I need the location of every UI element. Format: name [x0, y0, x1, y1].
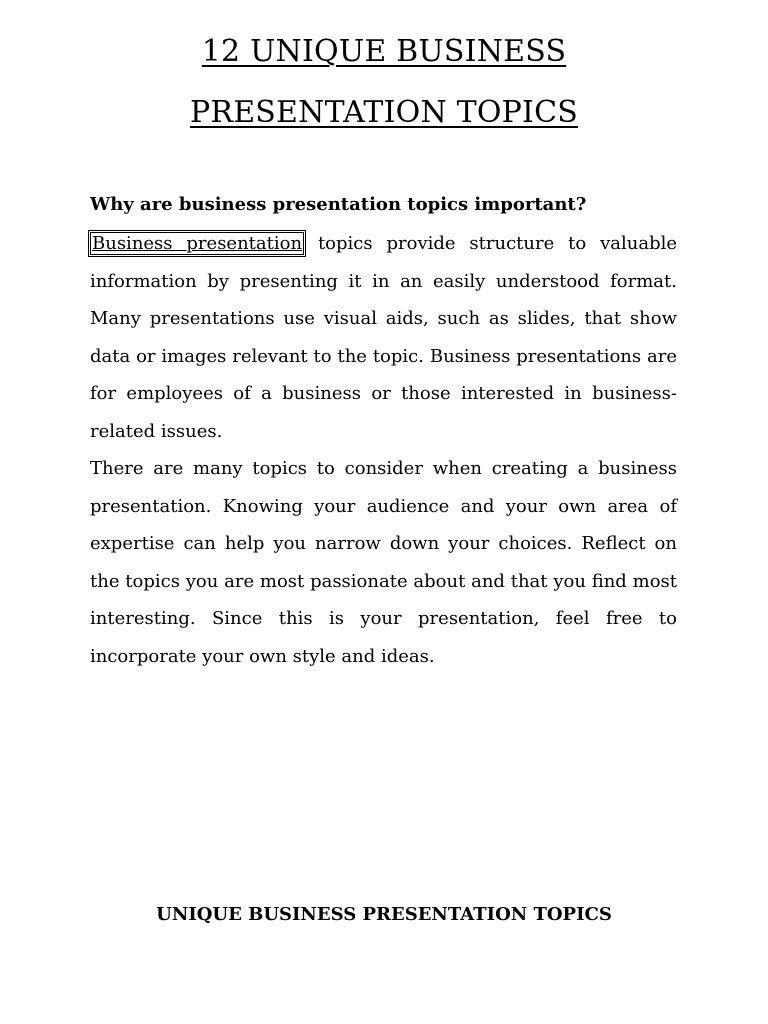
intro-paragraph-text: topics provide structure to valuable information by presenting it in an easily understood format. Many presentations use visual aids, such as slides, that show data or images relevant to the topic. Business presentations are for employees of a business or those interested in business-related issues. [90, 233, 677, 442]
business-presentation-link[interactable]: Business presentation [92, 233, 303, 254]
document-title-line-1: 12 UNIQUE BUSINESS [201, 34, 567, 69]
intro-paragraph [90, 225, 677, 450]
document-title-line-2: PRESENTATION TOPICS [190, 95, 578, 130]
topics-section-heading: UNIQUE BUSINESS PRESENTATION TOPICS [156, 904, 612, 925]
second-paragraph: There are many topics to consider when creating a business presentation. Knowing your audience and your own area of expertise can help you narrow down your choices. Reflect on the topics you are most passionate about and that you find most interesting. Since this is your presentation, feel free to incorporate your own style and ideas. [90, 458, 677, 667]
section-question-heading: Why are business presentation topics important? [90, 194, 587, 215]
